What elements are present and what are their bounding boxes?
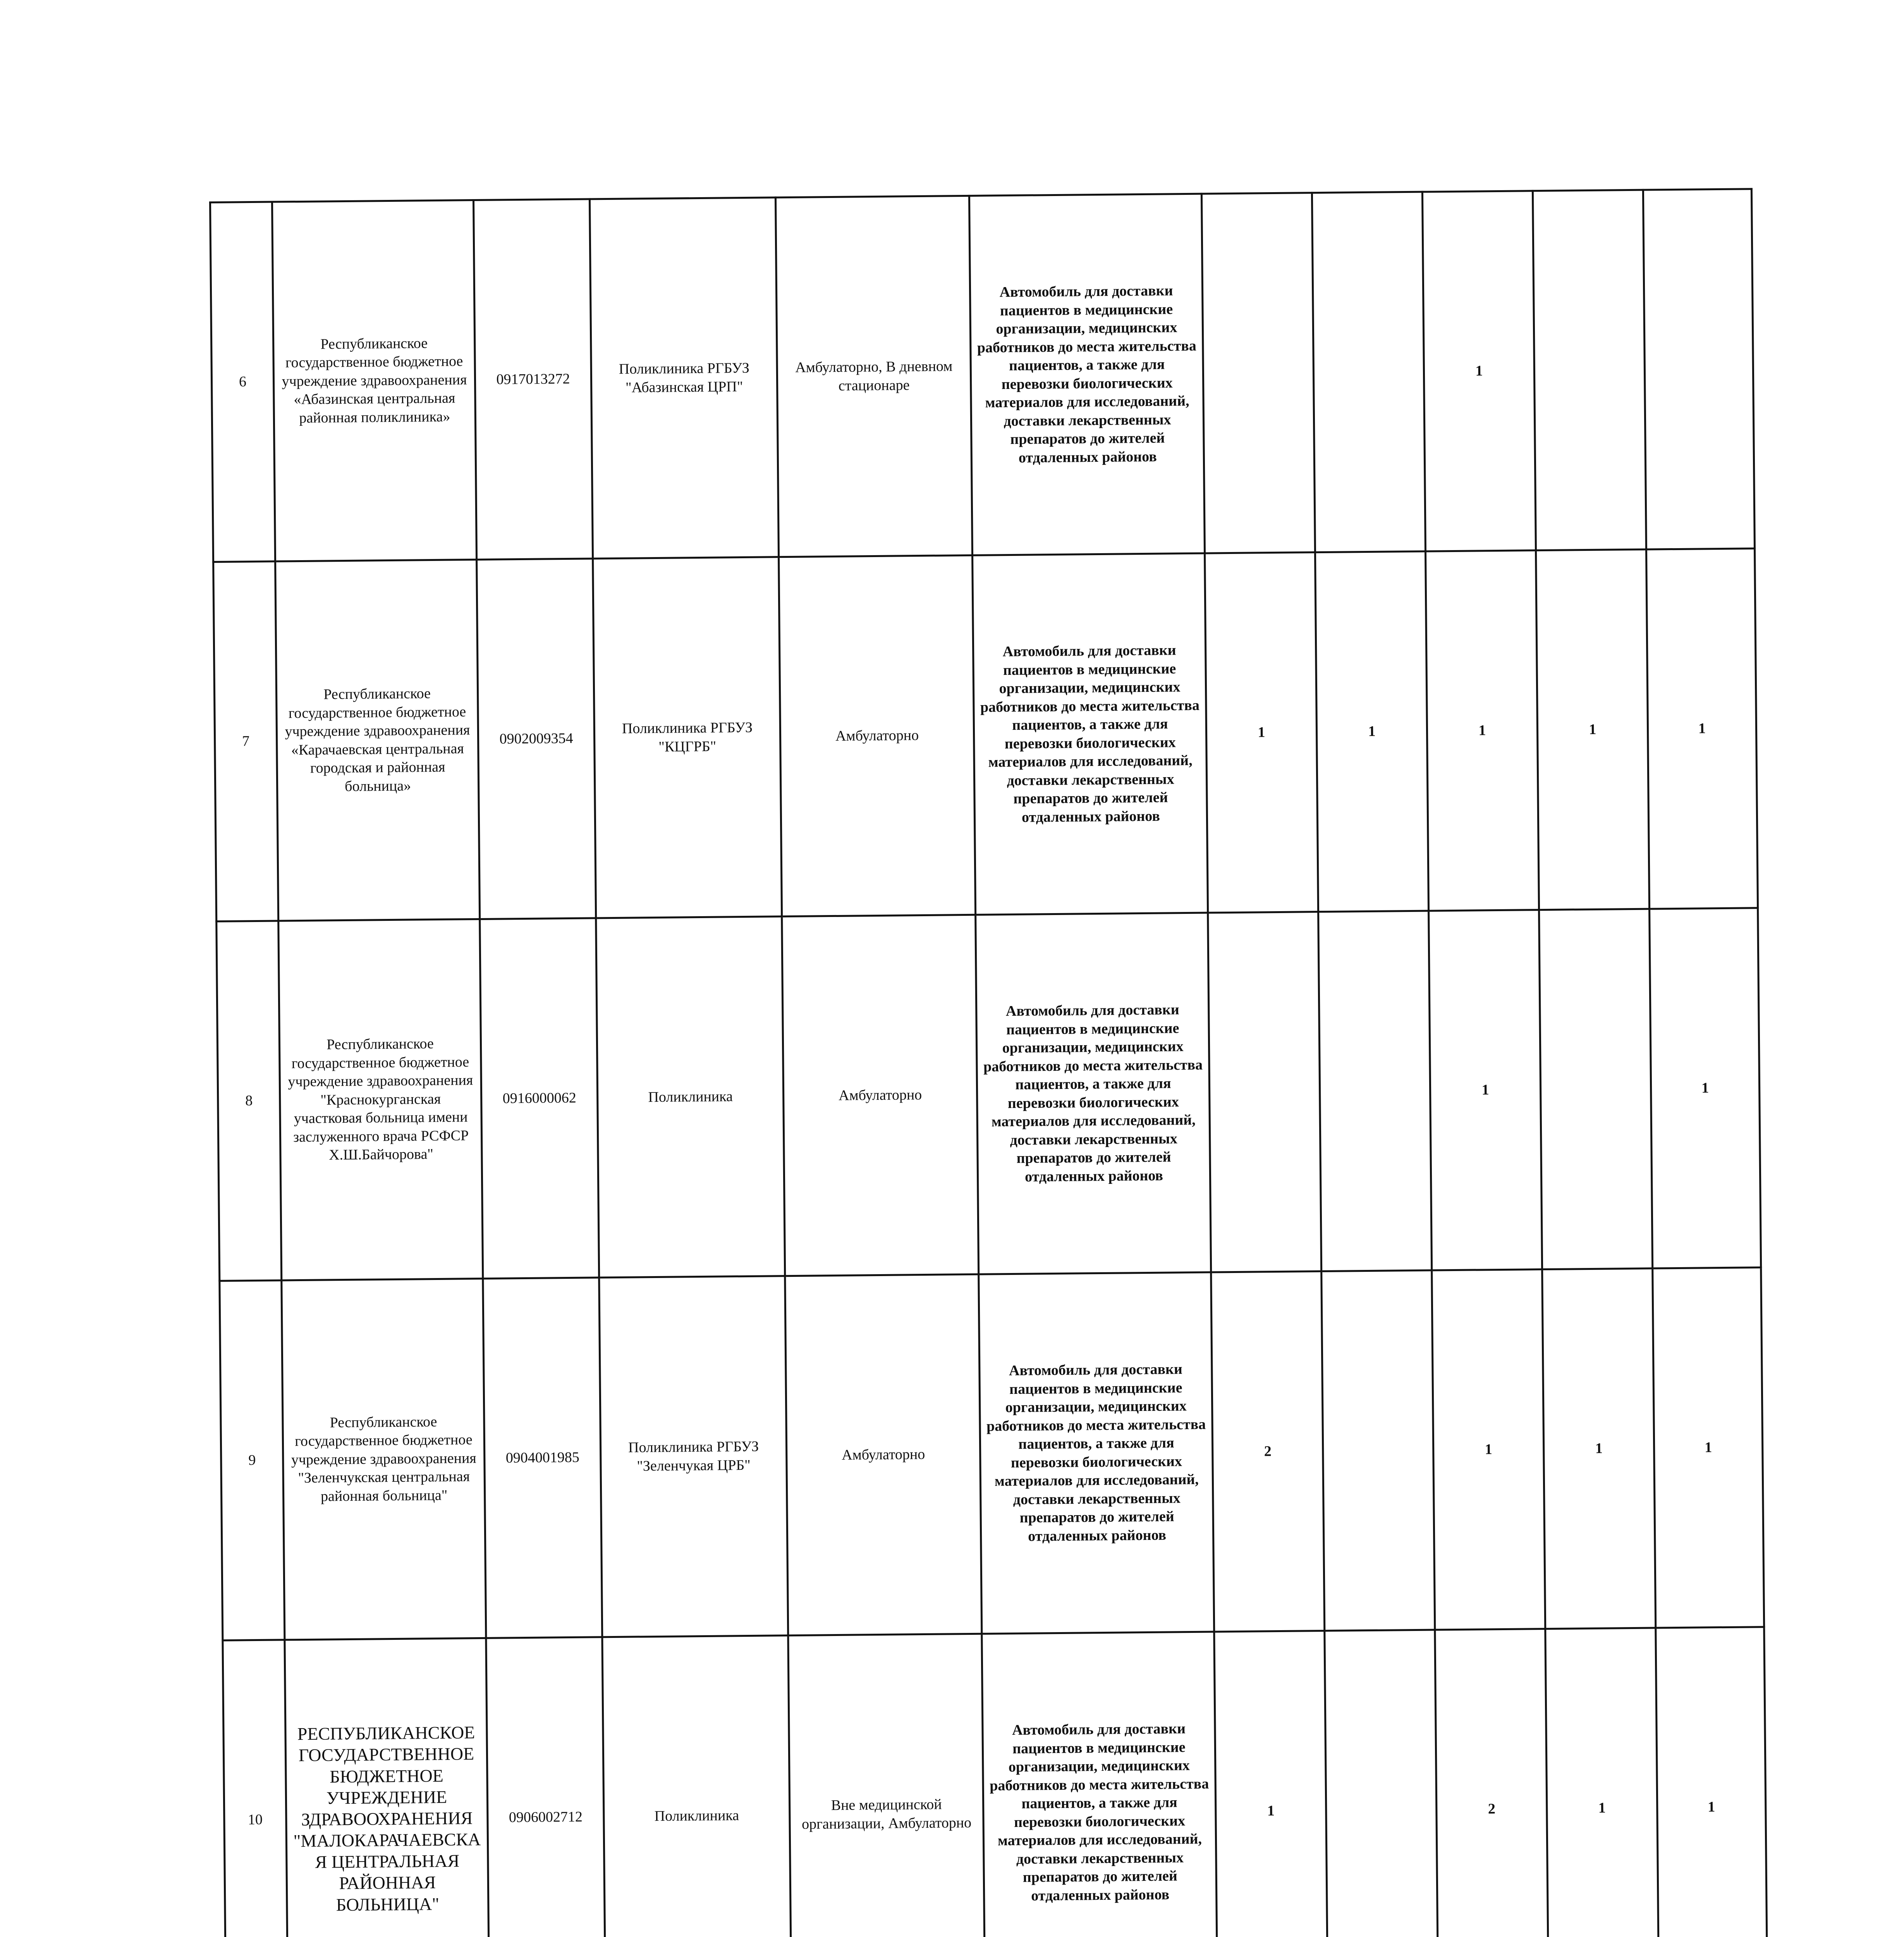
row-number-cell: 7 [213, 561, 278, 921]
row-number-cell: 8 [217, 921, 282, 1281]
code-cell: 0917013272 [473, 199, 593, 560]
count-cell-5: 1 [1646, 549, 1758, 909]
table-row [223, 1627, 1767, 1937]
unit-cell: Поликлиника РГБУЗ "КЦГРБ" [593, 557, 782, 918]
care-form-cell: Вне медицинской организации, Амбулаторно [788, 1634, 985, 1937]
count-cell-4: 1 [1536, 549, 1649, 910]
count-cell-2 [1318, 911, 1432, 1271]
organization-cell: Республиканское государственное бюджетное учреждение здравоохранения «Карачаевская центральная городская и районная больница» [275, 560, 480, 921]
count-cell-1 [1201, 193, 1315, 553]
count-cell-3: 1 [1426, 550, 1539, 911]
count-cell-4 [1539, 909, 1653, 1269]
row-number-cell: 9 [220, 1280, 285, 1640]
vehicle-purpose-cell: Автомобиль для доставки пациентов в медицинские организации, медицинских работников до места жительства пациентов, а также для перевозки биологических материалов для исследований, доставки лекарственных препаратов до жителей отдаленных районов [976, 913, 1211, 1274]
count-cell-3: 2 [1435, 1629, 1548, 1937]
organization-cell: Республиканское государственное бюджетное учреждение здравоохранения «Абазинская центральная районная поликлиника» [272, 200, 477, 562]
row-number-cell: 10 [223, 1640, 288, 1937]
vehicle-purpose-cell: Автомобиль для доставки пациентов в медицинские организации, медицинских работников до места жительства пациентов, а также для перевозки биологических материалов для исследований, доставки лекарственных препаратов до жителей отдаленных районов [969, 194, 1205, 555]
table-row [210, 189, 1755, 562]
count-cell-2: 1 [1315, 551, 1429, 912]
count-cell-1: 2 [1211, 1271, 1325, 1632]
care-form-cell: Амбулаторно [782, 915, 979, 1276]
vehicle-purpose-cell: Автомобиль для доставки пациентов в медицинские организации, медицинских работников до места жительства пациентов, а также для перевозки биологических материалов для исследований, доставки лекарственных препаратов до жителей отдаленных районов [973, 553, 1208, 915]
unit-cell: Поликлиника [596, 917, 785, 1278]
organization-cell: Республиканское государственное бюджетное учреждение здравоохранения "Краснокурганская участковая больница имени заслуженного врача РСФСР Х.Ш.Байчорова" [278, 919, 483, 1280]
care-form-cell: Амбулаторно, В дневном стационаре [775, 196, 972, 557]
organization-cell: Республиканское государственное бюджетное учреждение здравоохранения "Зеленчукская центральная районная больница" [282, 1278, 486, 1640]
table-row [220, 1268, 1764, 1641]
count-cell-2 [1312, 192, 1425, 552]
count-cell-5: 1 [1656, 1627, 1767, 1937]
care-form-cell: Амбулаторно [779, 555, 976, 916]
count-cell-1: 1 [1205, 552, 1318, 913]
count-cell-3: 1 [1422, 191, 1536, 551]
code-cell: 0906002712 [486, 1637, 605, 1937]
unit-cell: Поликлиника РГБУЗ "Абазинская ЦРП" [589, 198, 778, 559]
code-cell: 0902009354 [477, 559, 596, 919]
table-row [213, 549, 1758, 922]
count-cell-3: 1 [1432, 1270, 1545, 1630]
vehicles-table [209, 188, 1771, 1937]
code-cell: 0916000062 [480, 918, 599, 1279]
count-cell-2 [1321, 1270, 1435, 1631]
unit-cell: Поликлиника [602, 1636, 791, 1937]
vehicle-purpose-cell: Автомобиль для доставки пациентов в медицинские организации, медицинских работников до места жительства пациентов, а также для перевозки биологических материалов для исследований, доставки лекарственных препаратов до жителей отдаленных районов [982, 1632, 1217, 1937]
code-cell: 0904001985 [483, 1278, 602, 1638]
count-cell-2 [1325, 1630, 1438, 1937]
count-cell-5: 1 [1650, 908, 1761, 1268]
row-number-cell: 6 [210, 202, 275, 562]
count-cell-1: 1 [1214, 1631, 1328, 1937]
count-cell-4: 1 [1545, 1628, 1659, 1937]
unit-cell: Поликлиника РГБУЗ "Зеленчукая ЦРБ" [599, 1276, 788, 1637]
table-body [210, 189, 1770, 1937]
count-cell-5: 1 [1653, 1268, 1764, 1628]
vehicle-purpose-cell: Автомобиль для доставки пациентов в медицинские организации, медицинских работников до места жительства пациентов, а также для перевозки биологических материалов для исследований, доставки лекарственных препаратов до жителей отдаленных районов [979, 1272, 1214, 1634]
count-cell-4: 1 [1542, 1268, 1656, 1629]
count-cell-1 [1208, 912, 1321, 1272]
table-row [217, 908, 1761, 1281]
count-cell-4 [1533, 190, 1646, 550]
care-form-cell: Амбулаторно [785, 1274, 982, 1635]
count-cell-5 [1643, 189, 1754, 549]
organization-cell: РЕСПУБЛИКАНСКОЕ ГОСУДАРСТВЕННОЕ БЮДЖЕТНОЕ УЧРЕЖДЕНИЕ ЗДРАВООХРАНЕНИЯ "МАЛОКАРАЧАЕВСКАЯ ЦЕНТРАЛЬНАЯ РАЙОННАЯ БОЛЬНИЦА" [285, 1638, 489, 1937]
count-cell-3: 1 [1429, 910, 1542, 1270]
